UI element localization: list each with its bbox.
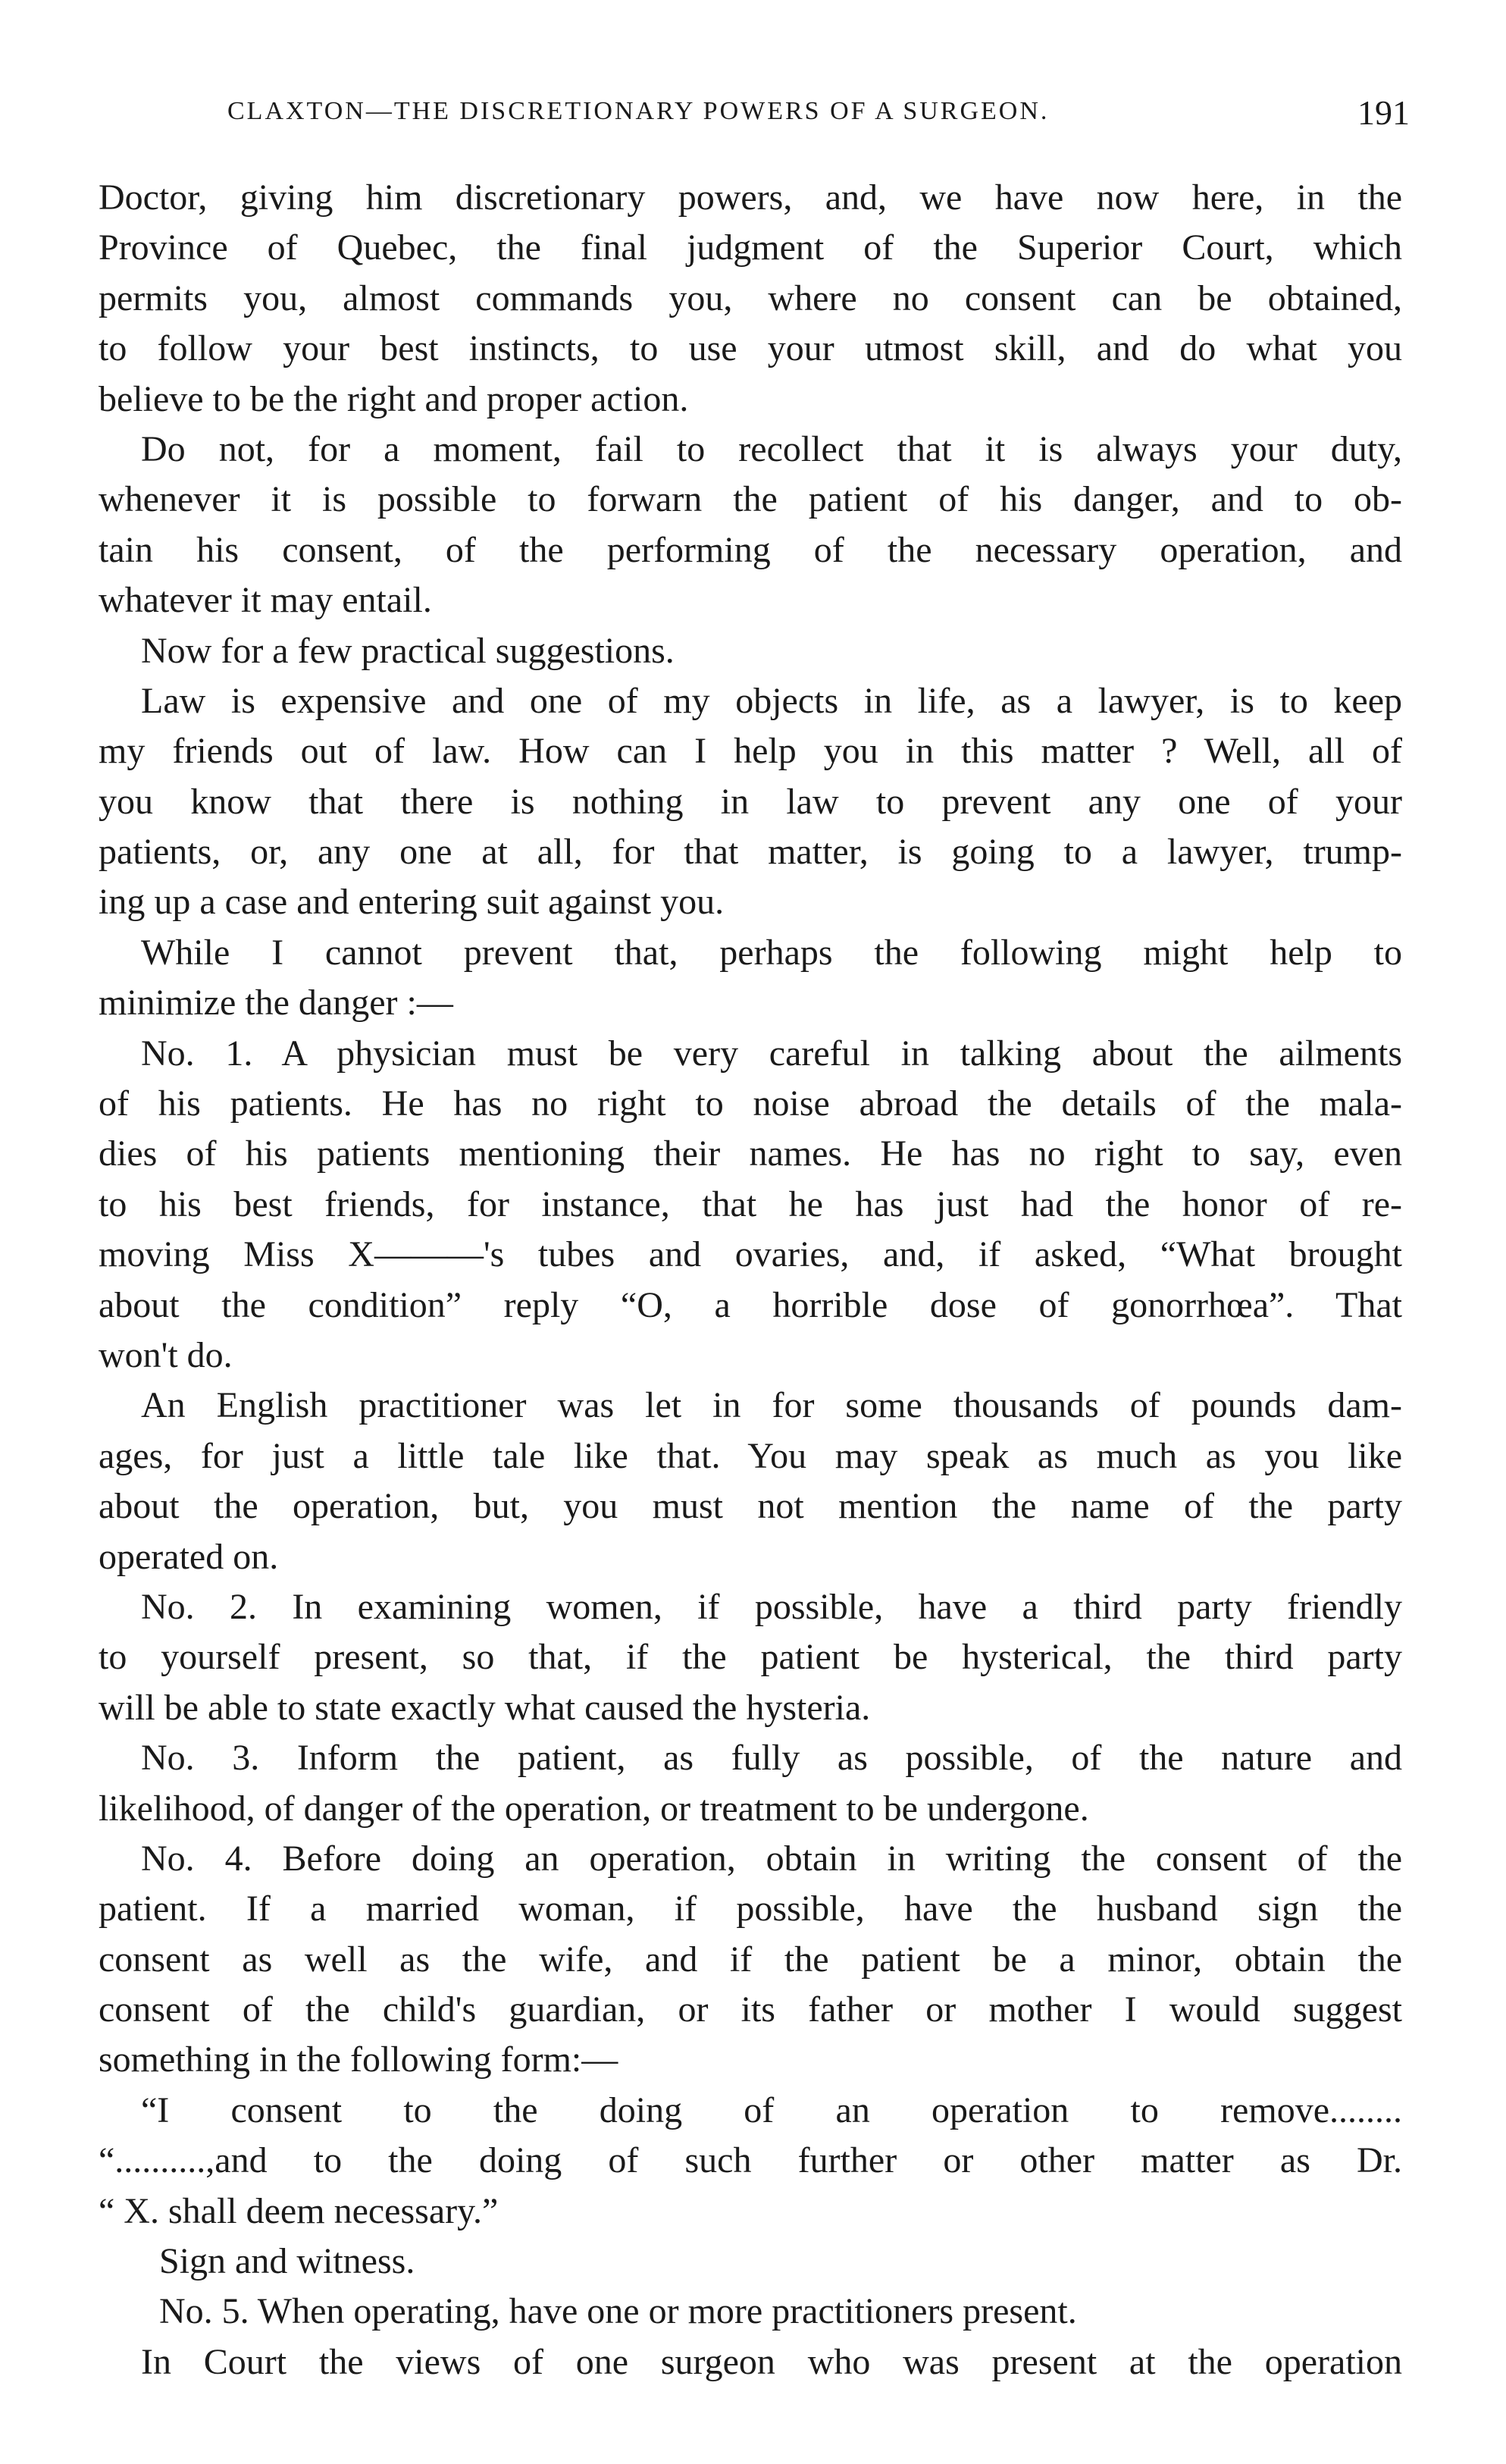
- text-line: No. 3. Inform the patient, as fully as possible, of the nature and: [141, 1738, 1402, 1779]
- text-line: about the operation, but, you must not mention the name of the party: [99, 1486, 1402, 1527]
- text-line: While I cannot prevent that, perhaps the following might help to: [141, 932, 1402, 973]
- page-header: [227, 93, 1410, 150]
- text-line: ages, for just a little tale like that. You may speak as much as you like: [99, 1435, 1402, 1476]
- text-line: permits you, almost commands you, where no consent can be obtained,: [99, 277, 1402, 318]
- text-line: “..........,and to the doing of such further or other matter as Dr.: [99, 2140, 1402, 2181]
- text-line: minimize the danger :—: [99, 983, 453, 1024]
- page-body: [99, 173, 1402, 2387]
- text-line: whenever it is possible to forwarn the patient of his danger, and to ob-: [99, 479, 1402, 520]
- text-line: No. 4. Before doing an operation, obtain in writing the consent of the: [141, 1838, 1402, 1879]
- text-line: “I consent to the doing of an operation to remove........: [141, 2089, 1402, 2130]
- text-line: won't do.: [99, 1334, 233, 1375]
- text-line: moving Miss X———'s tubes and ovaries, and, if asked, “What brought: [99, 1234, 1402, 1275]
- text-line: In Court the views of one surgeon who was present at the operation: [141, 2341, 1402, 2382]
- text-line: tain his consent, of the performing of the necessary operation, and: [99, 529, 1402, 570]
- text-line: you know that there is nothing in law to prevent any one of your: [99, 781, 1402, 822]
- text-line: Now for a few practical suggestions.: [141, 630, 675, 671]
- text-line: Do not, for a moment, fail to recollect that it is always your duty,: [141, 428, 1402, 469]
- text-line: patient. If a married woman, if possible, have the husband sign the: [99, 1889, 1402, 1930]
- text-line: about the condition” reply “O, a horrible dose of gonorrhœa”. That: [99, 1284, 1402, 1325]
- text-line: ing up a case and entering suit against you.: [99, 882, 725, 923]
- text-line: No. 5. When operating, have one or more practitioners present.: [159, 2291, 1077, 2332]
- text-line: to his best friends, for instance, that he has just had the honor of re-: [99, 1183, 1402, 1224]
- text-line: No. 1. A physician must be very careful in talking about the ailments: [141, 1033, 1402, 1074]
- text-line: No. 2. In examining women, if possible, have a third party friendly: [141, 1586, 1402, 1627]
- text-line: likelihood, of danger of the operation, or treatment to be undergone.: [99, 1788, 1089, 1829]
- text-line: to follow your best instincts, to use your utmost skill, and do what you: [99, 328, 1402, 369]
- page-number: 191: [1357, 93, 1410, 132]
- text-line: my friends out of law. How can I help you in this matter ? Well, all of: [99, 731, 1402, 772]
- text-line: whatever it may entail.: [99, 580, 432, 621]
- text-line: Law is expensive and one of my objects in life, as a lawyer, is to keep: [141, 680, 1402, 721]
- text-line: Province of Quebec, the final judgment of the Superior Court, which: [99, 227, 1402, 268]
- text-line: Doctor, giving him discretionary powers, and, we have now here, in the: [99, 177, 1402, 218]
- text-line: patients, or, any one at all, for that matter, is going to a lawyer, trump-: [99, 832, 1402, 873]
- text-line: of his patients. He has no right to noise abroad the details of the mala-: [99, 1083, 1402, 1124]
- text-line: operated on.: [99, 1536, 279, 1577]
- text-line: believe to be the right and proper action.: [99, 378, 689, 419]
- text-line: to yourself present, so that, if the patient be hysterical, the third party: [99, 1637, 1402, 1678]
- text-line: will be able to state exactly what caused the hysteria.: [99, 1687, 871, 1728]
- text-line: dies of his patients mentioning their names. He has no right to say, even: [99, 1133, 1402, 1174]
- text-line: something in the following form:—: [99, 2039, 618, 2080]
- text-line: “ X. shall deem necessary.”: [99, 2190, 499, 2231]
- text-line: consent of the child's guardian, or its father or mother I would suggest: [99, 1989, 1402, 2030]
- text-line: Sign and witness.: [159, 2241, 415, 2282]
- running-head: CLAXTON—THE DISCRETIONARY POWERS OF A SURGEON.: [227, 97, 1050, 125]
- text-line: consent as well as the wife, and if the patient be a minor, obtain the: [99, 1939, 1402, 1980]
- text-line: An English practitioner was let in for some thousands of pounds dam-: [141, 1385, 1402, 1426]
